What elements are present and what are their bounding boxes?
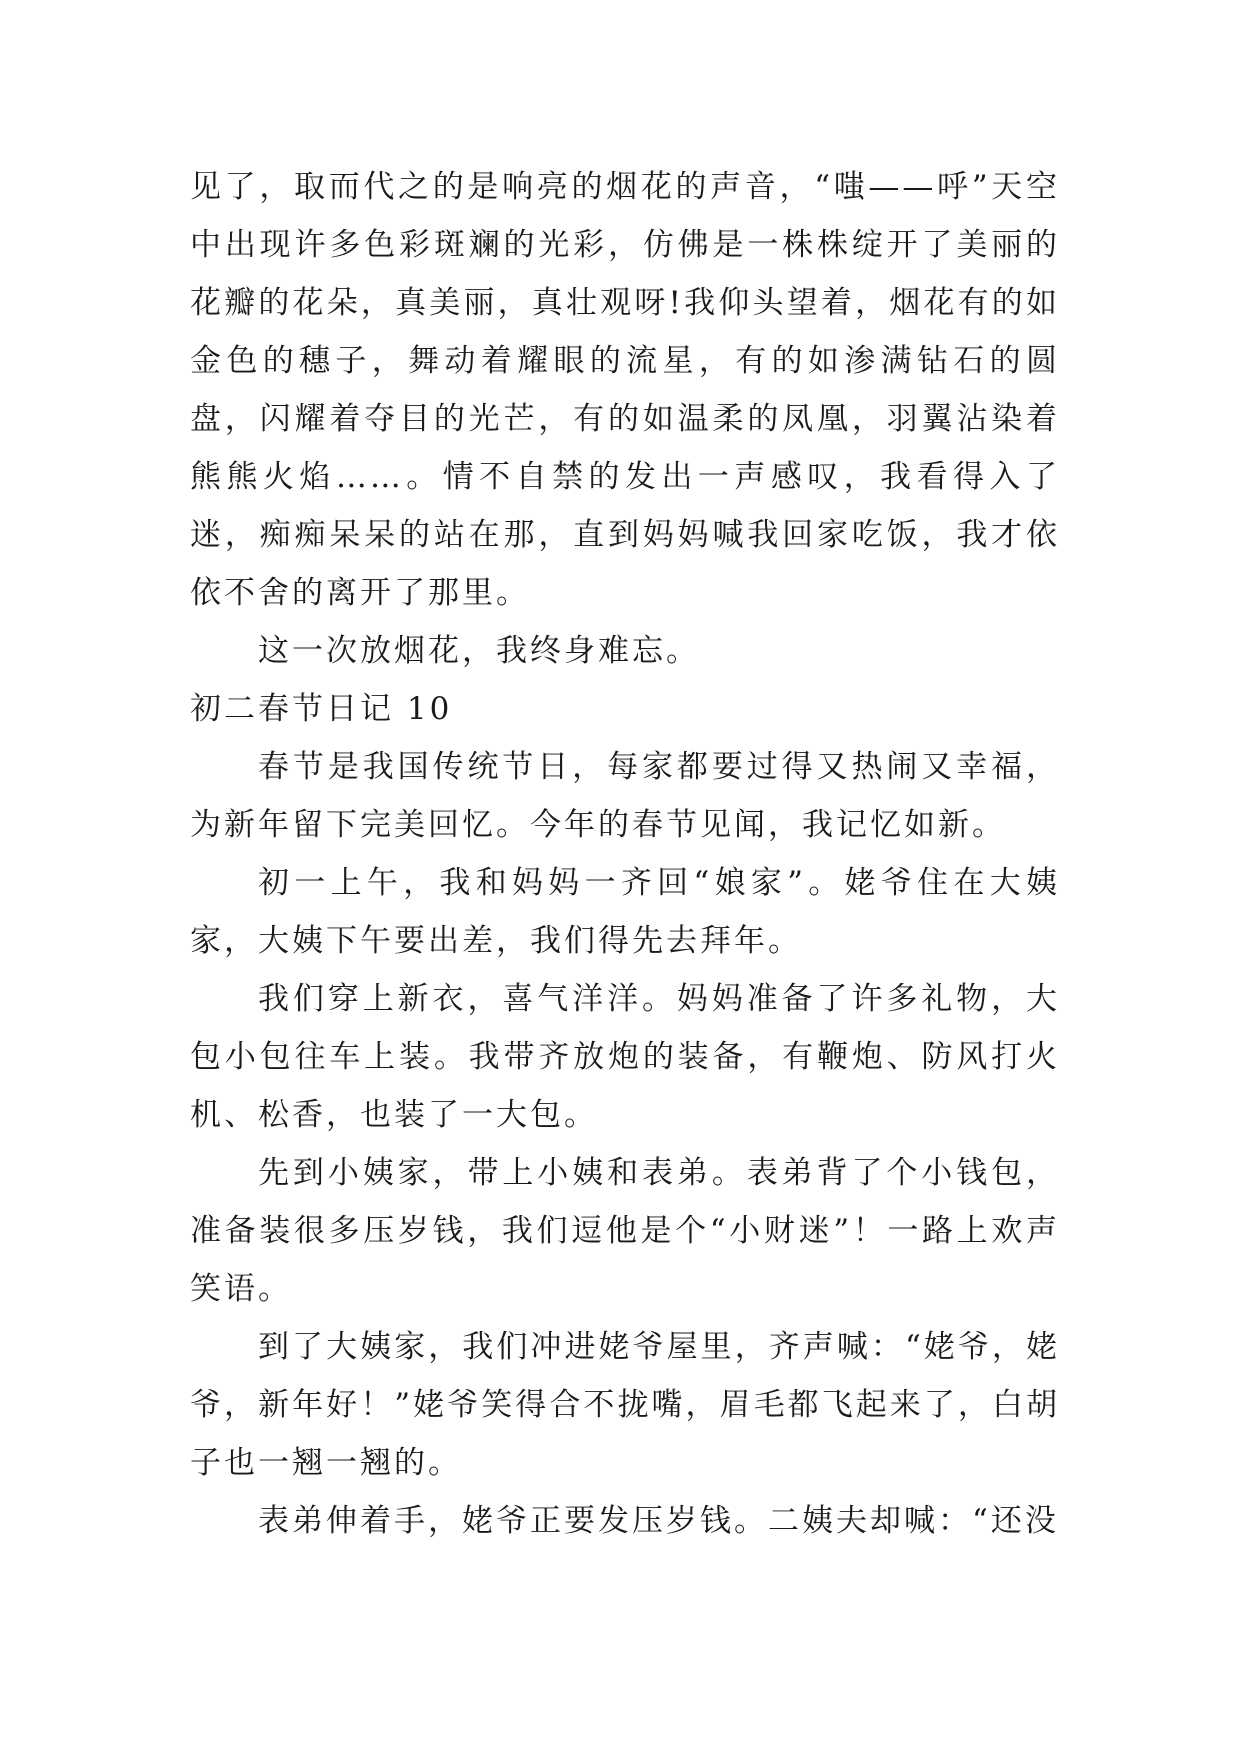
paragraph-spring-festival-intro: 春节是我国传统节日，每家都要过得又热闹又幸福，为新年留下完美回忆。今年的春节见闻，我记忆如新。 bbox=[190, 749, 1060, 843]
document-body bbox=[190, 158, 1060, 1550]
paragraph-greeting-grandpa: 到了大姨家，我们冲进姥爷屋里，齐声喊：“姥爷，姥爷，新年好！”姥爷笑得合不拢嘴，眉毛都飞起来了，白胡子也一翘一翘的。 bbox=[190, 1329, 1060, 1481]
paragraph-little-aunt: 先到小姨家，带上小姨和表弟。表弟背了个小钱包，准备装很多压岁钱，我们逗他是个“小财迷”！一路上欢声笑语。 bbox=[190, 1155, 1060, 1307]
paragraph-fireworks-description: 见了，取而代之的是响亮的烟花的声音，“嗤——呼”天空中出现许多色彩斑斓的光彩，仿佛是一株株绽开了美丽的花瓣的花朵，真美丽，真壮观呀!我仰头望着，烟花有的如金色的穗子，舞动着耀眼的流星，有的如渗满钻石的圆盘，闪耀着夺目的光芒，有的如温柔的凤凰，羽翼沾染着熊熊火焰……。情不自禁的发出一声感叹，我看得入了迷，痴痴呆呆的站在那，直到妈妈喊我回家吃饭，我才依依不舍的离开了那里。 bbox=[190, 169, 1060, 611]
paragraph-preparation: 我们穿上新衣，喜气洋洋。妈妈准备了许多礼物，大包小包往车上装。我带齐放炮的装备，有鞭炮、防风打火机、松香，也装了一大包。 bbox=[190, 981, 1060, 1133]
paragraph-visit-grandparents: 初一上午，我和妈妈一齐回“娘家”。姥爷住在大姨家，大姨下午要出差，我们得先去拜年。 bbox=[190, 865, 1060, 959]
paragraph-lucky-money: 表弟伸着手，姥爷正要发压岁钱。二姨夫却喊：“还没 bbox=[258, 1503, 1059, 1539]
paragraph-fireworks-conclusion: 这一次放烟花，我终身难忘。 bbox=[258, 633, 700, 669]
section-title: 初二春节日记 10 bbox=[190, 691, 453, 727]
